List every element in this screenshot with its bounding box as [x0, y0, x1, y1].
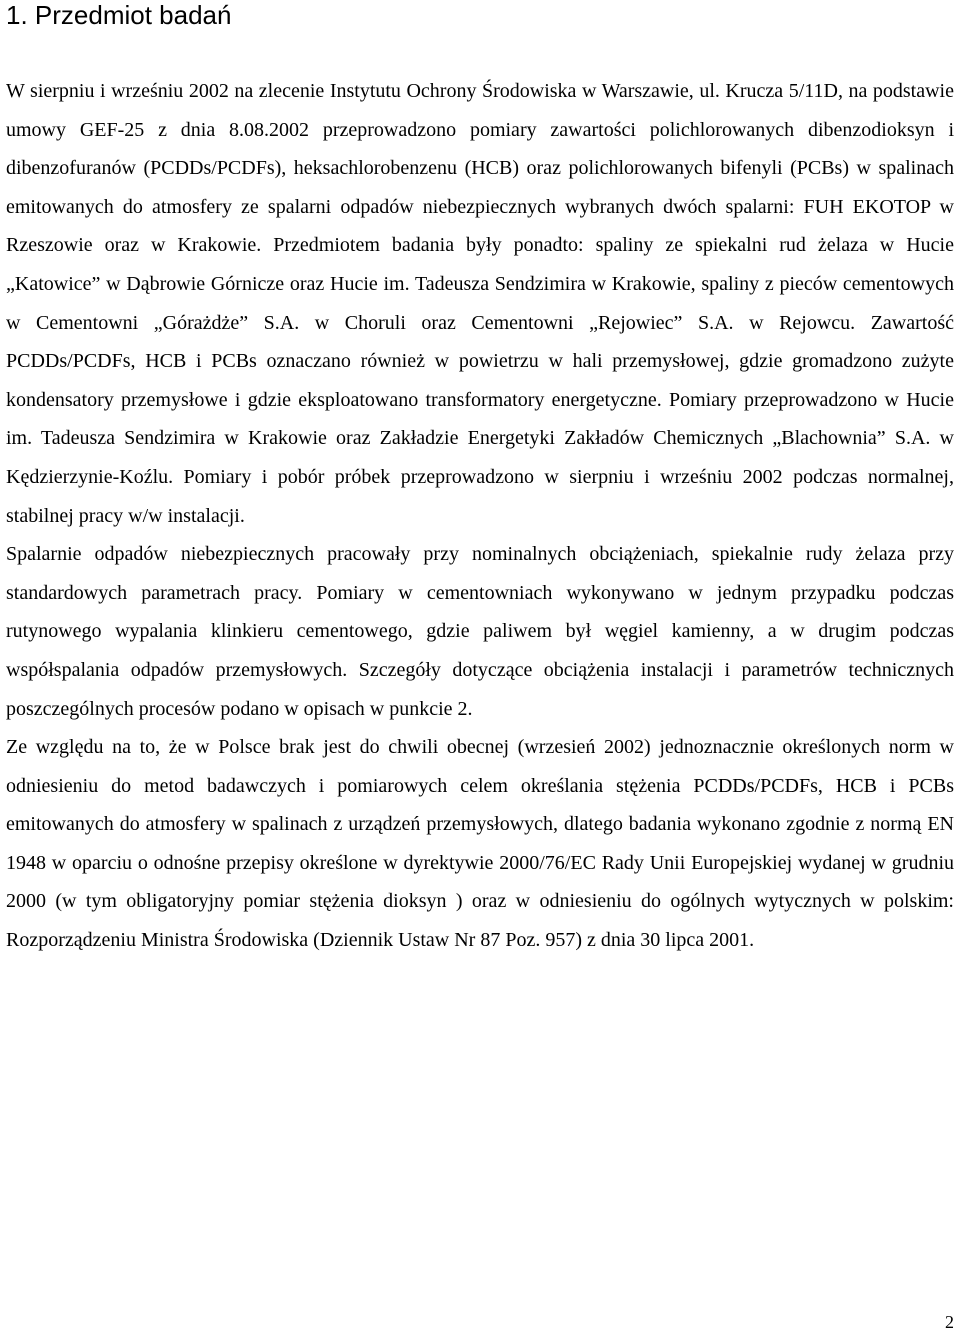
paragraph-3: Ze względu na to, że w Polsce brak jest do chwili obecnej (wrzesień 2002) jednoznacznie określonych norm w odniesieniu do metod badawczych i pomiarowych celem określania stężenia PCDDs/PCDFs, HCB i PCBs emitowanych do atmosfery w spalinach z urządzeń przemysłowych, dlatego badania wykonano zgodnie z normą EN 1948 w oparciu o odnośne przepisy określone w dyrektywie 2000/76/EC Rady Unii Europejskiej wydanej w grudniu 2000 (w tym obligatoryjny pomiar stężenia dioksyn ) oraz w odniesieniu do ogólnych wytycznych w polskim: Rozporządzeniu Ministra Środowiska (Dziennik Ustaw Nr 87 Poz. 957) z dnia 30 lipca 2001.: [6, 736, 954, 952]
body-text: [6, 72, 954, 960]
section-heading: 1. Przedmiot badań: [6, 0, 232, 30]
page-number: 2: [945, 1312, 954, 1332]
paragraph-2: Spalarnie odpadów niebezpiecznych pracowały przy nominalnych obciążeniach, spiekalnie rudy żelaza przy standardowych parametrach pracy. Pomiary w cementowniach wykonywano w jednym przypadku podczas rutynowego wypalania klinkieru cementowego, gdzie paliwem był węgiel kamienny, a w drugim podczas współspalania odpadów przemysłowych. Szczegóły dotyczące obciążenia instalacji i parametrów technicznych poszczególnych procesów podano w opisach w punkcie 2.: [6, 543, 954, 720]
paragraph-1: W sierpniu i wrześniu 2002 na zlecenie Instytutu Ochrony Środowiska w Warszawie, ul. Krucza 5/11D, na podstawie umowy GEF-25 z dnia 8.08.2002 przeprowadzono pomiary zawartości polichlorowanych dibenzodioksyn i dibenzofuranów (PCDDs/PCDFs), heksachlorobenzenu (HCB) oraz polichlorowanych bifenyli (PCBs) w spalinach emitowanych do atmosfery ze spalarni odpadów niebezpiecznych wybranych dwóch spalarni: FUH EKOTOP w Rzeszowie oraz w Krakowie. Przedmiotem badania były ponadto: spaliny ze spiekalni rud żelaza w Hucie „Katowice” w Dąbrowie Górnicze oraz Hucie im. Tadeusza Sendzimira w Krakowie, spaliny z pieców cementowych w Cementowni „Górażdże” S.A. w Choruli oraz Cementowni „Rejowiec” S.A. w Rejowcu. Zawartość PCDDs/PCDFs, HCB i PCBs oznaczano również w powietrzu w hali przemysłowej, gdzie gromadzono zużyte kondensatory przemysłowe i gdzie eksploatowano transformatory energetyczne. Pomiary przeprowadzono w Hucie im. Tadeusza Sendzimira w Krakowie oraz Zakładzie Energetyki Zakładów Chemicznych „Blachownia” S.A. w Kędzierzynie-Koźlu. Pomiary i pobór próbek przeprowadzono w sierpniu i wrześniu 2002 podczas normalnej, stabilnej pracy w/w instalacji.: [6, 80, 954, 527]
